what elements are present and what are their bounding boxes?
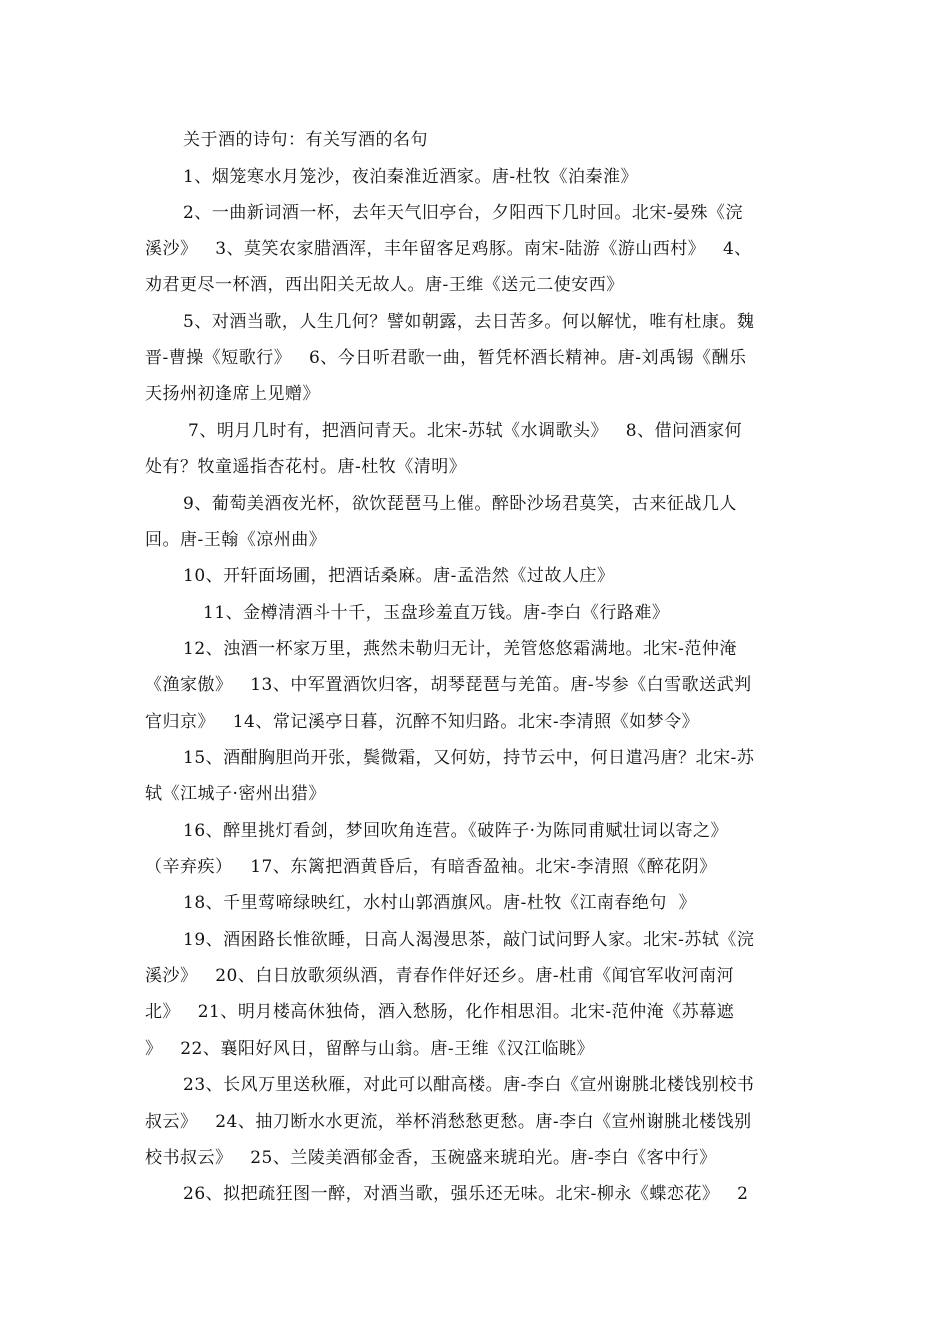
poem-line: 1、烟笼寒水月笼沙，夜泊秦淮近酒家。唐-杜牧《泊秦淮》 — [183, 167, 639, 187]
poem-line: 校书叔云》 25、兰陵美酒郁金香，玉碗盛来琥珀光。唐-李白《客中行》 — [145, 1148, 717, 1168]
poem-line: 轼《江城子·密州出猎》 — [145, 784, 326, 804]
document-title: 关于酒的诗句：有关写酒的名句 — [183, 130, 428, 150]
poem-line: 11、金樽清酒斗十千，玉盘珍羞直万钱。唐-李白《行路难》 — [203, 603, 670, 623]
poem-line: 23、长风万里送秋雁，对此可以酣高楼。唐-李白《宣州谢朓北楼饯别校书 — [183, 1075, 755, 1095]
poem-line: 官归京》 14、常记溪亭日暮，沉醉不知归路。北宋-李清照《如梦令》 — [145, 712, 700, 732]
poem-line: 7、明月几时有，把酒问青天。北宋-苏轼《水调歌头》 8、借问酒家何 — [188, 421, 743, 441]
poem-line: 12、浊酒一杯家万里，燕然未勒归无计，羌管悠悠霜满地。北宋-范仲淹 — [183, 639, 737, 659]
poem-line: 》 22、襄阳好风日，留醉与山翁。唐-王维《汉江临眺》 — [145, 1039, 595, 1059]
poem-line: （辛弃疾） 17、东篱把酒黄昏后，有暗香盈袖。北宋-李清照《醉花阴》 — [145, 857, 717, 877]
poem-line: 北》 21、明月楼高休独倚，酒入愁肠，化作相思泪。北宋-范仲淹《苏幕遮 — [145, 1002, 735, 1022]
poem-line: 处有？牧童遥指杏花村。唐-杜牧《清明》 — [145, 457, 467, 477]
poem-line: 10、开轩面场圃，把酒话桑麻。唐-孟浩然《过故人庄》 — [183, 566, 615, 586]
poem-line: 18、千里莺啼绿映红，水村山郭酒旗风。唐-杜牧《江南春绝句 》 — [183, 893, 697, 913]
poem-line: 26、拟把疏狂图一醉，对酒当歌，强乐还无味。北宋-柳永《蝶恋花》 2 — [183, 1184, 749, 1204]
poem-line: 劝君更尽一杯酒，西出阳关无故人。唐-王维《送元二使安西》 — [145, 275, 624, 295]
poem-line: 15、酒酣胸胆尚开张，鬓微霜，又何妨，持节云中，何日遣冯唐？北宋-苏 — [183, 748, 755, 768]
poem-line: 《渔家傲》 13、中军置酒饮归客，胡琴琵琶与羌笛。唐-岑参《白雪歌送武判 — [145, 675, 752, 695]
poem-line: 19、酒困路长惟欲睡，日高人渴漫思茶，敲门试问野人家。北宋-苏轼《浣 — [183, 930, 755, 950]
poem-line: 溪沙》 3、莫笑农家腊酒浑，丰年留客足鸡豚。南宋-陆游《游山西村》 4、 — [145, 239, 752, 259]
poem-line: 5、对酒当歌，人生几何？譬如朝露，去日苦多。何以解忧，唯有杜康。魏 — [183, 312, 755, 332]
poem-line: 溪沙》 20、白日放歌须纵酒，青春作伴好还乡。唐-杜甫《闻官军收河南河 — [145, 966, 735, 986]
poem-line: 9、葡萄美酒夜光杯，欲饮琵琶马上催。醉卧沙场君莫笑，古来征战几人 — [183, 494, 737, 514]
poem-line: 叔云》 24、抽刀断水水更流，举杯消愁愁更愁。唐-李白《宣州谢朓北楼饯别 — [145, 1112, 752, 1132]
poem-line: 晋-曹操《短歌行》 6、今日听君歌一曲，暂凭杯酒长精神。唐-刘禹锡《酬乐 — [145, 348, 747, 368]
poem-line: 2、一曲新词酒一杯，去年天气旧亭台，夕阳西下几时回。北宋-晏殊《浣 — [183, 203, 744, 223]
poem-line: 天扬州初逢席上见赠》 — [145, 384, 320, 404]
poem-line: 回。唐-王翰《凉州曲》 — [145, 530, 327, 550]
poem-line: 16、醉里挑灯看剑，梦回吹角连营。《破阵子·为陈同甫赋壮词以寄之》 — [183, 821, 729, 841]
